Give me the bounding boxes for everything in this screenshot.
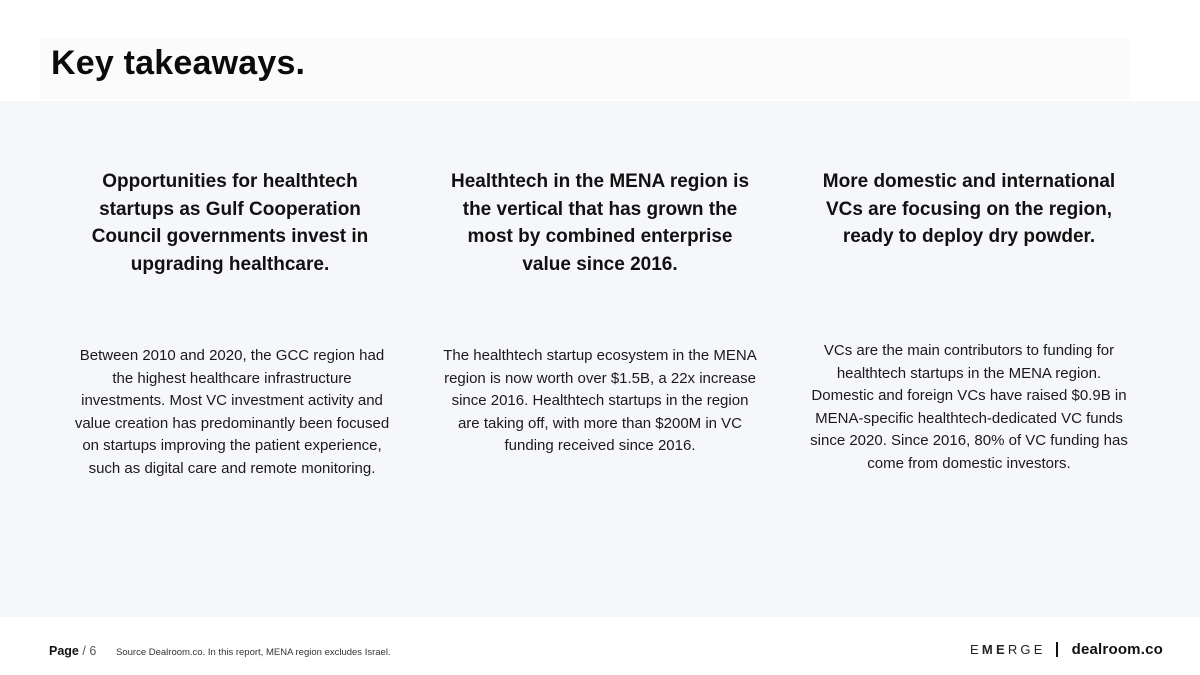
takeaway-2-body bbox=[440, 345, 760, 458]
takeaway-body: Between 2010 and 2020, the GCC region had the highest healthcare infrastructure investments. Most VC investment activity and value creation has predominantly been focused on startups improving the patient experience, such as digital care and remote monitoring. bbox=[74, 347, 390, 477]
emerge-logo: EMERGE bbox=[970, 642, 1046, 657]
logo-divider bbox=[1056, 642, 1058, 657]
takeaway-1-heading bbox=[80, 168, 380, 278]
takeaway-body: VCs are the main contributors to funding for healthtech startups in the MENA region. Domestic and foreign VCs have raised $0.9B in MENA-specific healthtech-dedicated VC funds since 2020. Since 2016, 80% of VC funding has come from domestic investors. bbox=[810, 342, 1128, 472]
page-indicator bbox=[49, 644, 96, 658]
header bbox=[0, 0, 1200, 101]
takeaway-heading: Opportunities for healthtech startups as Gulf Cooperation Council governments invest in upgrading healthcare. bbox=[91, 171, 369, 275]
brand-logos bbox=[970, 641, 1163, 658]
takeaway-1-body bbox=[72, 345, 392, 481]
dealroom-logo: dealroom.co bbox=[1071, 641, 1163, 658]
takeaway-body: The healthtech startup ecosystem in the MENA region is now worth over $1.5B, a 22x increase since 2016. Healthtech startups in the region are taking off, with more than $200M in VC funding received since 2016. bbox=[443, 347, 757, 455]
takeaway-2-heading bbox=[450, 168, 750, 278]
takeaway-3-heading bbox=[818, 168, 1120, 251]
takeaway-3-body bbox=[810, 340, 1128, 476]
takeaway-heading: More domestic and international VCs are focusing on the region, ready to deploy dry powder. bbox=[822, 171, 1116, 247]
page-label: Page bbox=[49, 644, 79, 658]
page-title: Key takeaways. bbox=[51, 44, 306, 82]
footer bbox=[0, 617, 1200, 675]
source-note: Source Dealroom.co. In this report, MENA region excludes Israel. bbox=[116, 647, 391, 658]
takeaway-heading: Healthtech in the MENA region is the vertical that has grown the most by combined enterprise value since 2016. bbox=[450, 171, 750, 275]
page-number: / 6 bbox=[82, 644, 97, 658]
